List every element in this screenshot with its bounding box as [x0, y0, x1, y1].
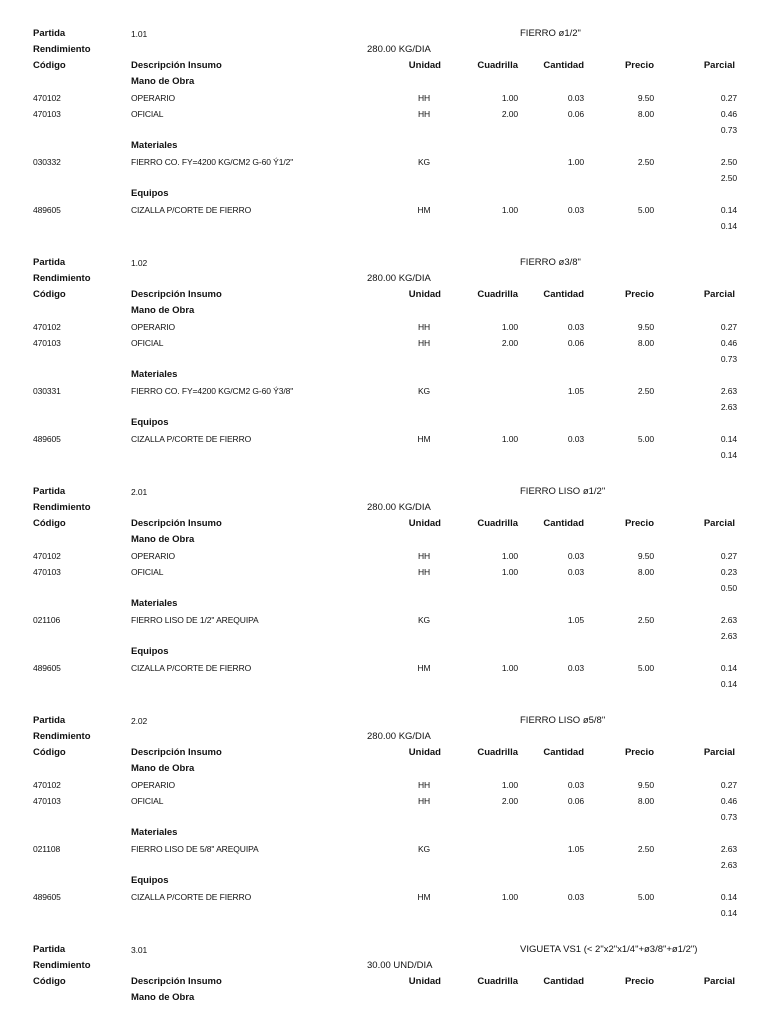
item-parcial: 0.46: [720, 338, 737, 348]
item-cuadrilla: 1.00: [501, 567, 518, 577]
item-code: 470103: [33, 567, 61, 577]
item-description: OFICIAL: [131, 338, 164, 348]
header-unidad: Unidad: [408, 60, 441, 71]
partida-block: [0, 26, 768, 234]
header-descripcion: Descripción Insumo: [131, 60, 222, 71]
header-precio: Precio: [624, 518, 654, 529]
section-title: Materiales: [131, 140, 178, 151]
item-precio: 5.00: [637, 205, 654, 215]
item-cantidad: 0.03: [567, 567, 584, 577]
partida-title: FIERRO ø1/2": [520, 28, 581, 39]
item-cuadrilla: 2.00: [501, 796, 518, 806]
header-unidad: Unidad: [408, 289, 441, 300]
item-unit: HM: [417, 205, 431, 215]
section-subtotal: 0.73: [720, 812, 737, 822]
item-cuadrilla: 1.00: [501, 205, 518, 215]
item-row: [0, 202, 768, 218]
item-parcial: 2.63: [720, 386, 737, 396]
item-row: [0, 660, 768, 676]
section-title-row: [0, 303, 768, 319]
partida-title: FIERRO LISO ø1/2": [520, 486, 606, 497]
partida-label: Partida: [33, 944, 66, 955]
item-code: 021108: [33, 844, 61, 854]
item-code: 489605: [33, 892, 61, 902]
header-cuadrilla: Cuadrilla: [477, 976, 518, 987]
header-codigo: Código: [33, 976, 66, 987]
section-subtotal: 0.14: [720, 450, 737, 460]
item-parcial: 0.27: [720, 780, 737, 790]
item-parcial: 0.14: [720, 434, 737, 444]
header-parcial: Parcial: [703, 289, 735, 300]
section-subtotal: 0.73: [720, 354, 737, 364]
item-row: [0, 154, 768, 170]
item-row: [0, 564, 768, 580]
rendimiento-row: [0, 729, 768, 745]
header-cuadrilla: Cuadrilla: [477, 747, 518, 758]
section-title-row: [0, 532, 768, 548]
item-unit: HH: [417, 551, 431, 561]
partida-number: 1.02: [131, 258, 148, 268]
item-cantidad: 0.03: [567, 205, 584, 215]
rendimiento-row: [0, 42, 768, 58]
section-title-row: [0, 825, 768, 841]
rendimiento-label: Rendimiento: [33, 731, 91, 742]
item-precio: 2.50: [637, 615, 654, 625]
section-title-row: [0, 415, 768, 431]
item-unit: KG: [417, 615, 431, 625]
header-cantidad: Cantidad: [543, 60, 584, 71]
header-parcial: Parcial: [703, 976, 735, 987]
item-unit: HH: [417, 796, 431, 806]
rendimiento-row: [0, 958, 768, 974]
item-row: [0, 889, 768, 905]
item-code: 470102: [33, 780, 61, 790]
item-description: OPERARIO: [131, 780, 176, 790]
section-subtotal-row: [0, 857, 768, 873]
item-row: [0, 548, 768, 564]
section-title: Equipos: [131, 646, 169, 657]
item-row: [0, 90, 768, 106]
item-unit: HH: [417, 322, 431, 332]
partida-number: 2.01: [131, 487, 148, 497]
section-subtotal: 2.63: [720, 402, 737, 412]
section-title: Mano de Obra: [131, 534, 195, 545]
header-precio: Precio: [624, 747, 654, 758]
header-cuadrilla: Cuadrilla: [477, 518, 518, 529]
header-precio: Precio: [624, 976, 654, 987]
column-header-row: [0, 745, 768, 761]
section-subtotal: 0.14: [720, 221, 737, 231]
header-unidad: Unidad: [408, 976, 441, 987]
rendimiento-label: Rendimiento: [33, 273, 91, 284]
cost-analysis-document: [0, 26, 768, 1027]
partida-block: [0, 713, 768, 921]
header-unidad: Unidad: [408, 747, 441, 758]
column-header-row: [0, 58, 768, 74]
header-codigo: Código: [33, 289, 66, 300]
item-row: [0, 319, 768, 335]
header-cuadrilla: Cuadrilla: [477, 289, 518, 300]
item-code: 470103: [33, 796, 61, 806]
item-row: [0, 612, 768, 628]
item-description: OFICIAL: [131, 567, 164, 577]
header-descripcion: Descripción Insumo: [131, 289, 222, 300]
column-header-row: [0, 287, 768, 303]
item-unit: HM: [417, 434, 431, 444]
item-code: 470103: [33, 109, 61, 119]
section-subtotal: 2.50: [720, 173, 737, 183]
section-title: Materiales: [131, 369, 178, 380]
partida-title: FIERRO LISO ø5/8": [520, 715, 606, 726]
partida-title: VIGUETA VS1 (< 2"x2"x1/4"+ø3/8"+ø1/2"): [520, 944, 698, 955]
item-cuadrilla: 1.00: [501, 780, 518, 790]
header-descripcion: Descripción Insumo: [131, 518, 222, 529]
section-subtotal-row: [0, 399, 768, 415]
header-codigo: Código: [33, 747, 66, 758]
item-cantidad: 1.05: [567, 844, 584, 854]
header-codigo: Código: [33, 60, 66, 71]
item-description: OFICIAL: [131, 109, 164, 119]
partida-row: [0, 713, 768, 729]
rendimiento-label: Rendimiento: [33, 502, 91, 513]
section-subtotal-row: [0, 122, 768, 138]
item-cuadrilla: 1.00: [501, 434, 518, 444]
rendimiento-value: 280.00 KG/DIA: [367, 44, 431, 55]
item-cantidad: 1.05: [567, 615, 584, 625]
item-precio: 9.50: [637, 322, 654, 332]
section-title-row: [0, 644, 768, 660]
header-precio: Precio: [624, 289, 654, 300]
partida-row: [0, 255, 768, 271]
item-precio: 8.00: [637, 338, 654, 348]
partida-row: [0, 26, 768, 42]
section-subtotal: 0.73: [720, 125, 737, 135]
section-title-row: [0, 873, 768, 889]
item-precio: 8.00: [637, 796, 654, 806]
item-code: 470102: [33, 93, 61, 103]
rendimiento-value: 280.00 KG/DIA: [367, 273, 431, 284]
item-parcial: 0.14: [720, 892, 737, 902]
partida-block: [0, 484, 768, 692]
section-subtotal-row: [0, 809, 768, 825]
section-title: Mano de Obra: [131, 76, 195, 87]
header-parcial: Parcial: [703, 747, 735, 758]
header-parcial: Parcial: [703, 518, 735, 529]
partida-label: Partida: [33, 715, 66, 726]
section-title-row: [0, 596, 768, 612]
partida-number: 3.01: [131, 945, 148, 955]
item-cantidad: 0.03: [567, 780, 584, 790]
item-description: OFICIAL: [131, 796, 164, 806]
item-cuadrilla: 1.00: [501, 551, 518, 561]
header-cantidad: Cantidad: [543, 289, 584, 300]
item-cantidad: 0.03: [567, 663, 584, 673]
header-cantidad: Cantidad: [543, 747, 584, 758]
header-descripcion: Descripción Insumo: [131, 747, 222, 758]
item-code: 030331: [33, 386, 61, 396]
item-cantidad: 0.06: [567, 796, 584, 806]
header-precio: Precio: [624, 60, 654, 71]
item-precio: 5.00: [637, 892, 654, 902]
item-description: FIERRO LISO DE 1/2" AREQUIPA: [131, 615, 259, 625]
header-cantidad: Cantidad: [543, 976, 584, 987]
item-description: OPERARIO: [131, 551, 176, 561]
item-parcial: 0.46: [720, 109, 737, 119]
item-code: 489605: [33, 205, 61, 215]
section-subtotal-row: [0, 628, 768, 644]
item-precio: 2.50: [637, 844, 654, 854]
item-description: CIZALLA P/CORTE DE FIERRO: [131, 434, 252, 444]
section-title: Equipos: [131, 875, 169, 886]
item-cantidad: 1.00: [567, 157, 584, 167]
item-parcial: 2.50: [720, 157, 737, 167]
partida-block: [0, 942, 768, 1006]
item-unit: HH: [417, 109, 431, 119]
item-description: FIERRO CO. FY=4200 KG/CM2 G-60 Ý3/8": [131, 386, 294, 396]
rendimiento-label: Rendimiento: [33, 960, 91, 971]
section-subtotal-row: [0, 170, 768, 186]
item-parcial: 0.23: [720, 567, 737, 577]
rendimiento-value: 280.00 KG/DIA: [367, 731, 431, 742]
partida-number: 1.01: [131, 29, 148, 39]
item-code: 470102: [33, 322, 61, 332]
item-row: [0, 335, 768, 351]
partida-label: Partida: [33, 486, 66, 497]
section-title-row: [0, 990, 768, 1006]
section-subtotal-row: [0, 676, 768, 692]
item-parcial: 0.14: [720, 205, 737, 215]
header-cantidad: Cantidad: [543, 518, 584, 529]
item-cantidad: 0.06: [567, 338, 584, 348]
item-parcial: 0.27: [720, 551, 737, 561]
section-title: Mano de Obra: [131, 763, 195, 774]
item-precio: 8.00: [637, 109, 654, 119]
item-code: 489605: [33, 663, 61, 673]
item-precio: 2.50: [637, 386, 654, 396]
item-cantidad: 0.03: [567, 892, 584, 902]
item-row: [0, 777, 768, 793]
item-unit: HH: [417, 780, 431, 790]
section-subtotal-row: [0, 580, 768, 596]
item-precio: 9.50: [637, 93, 654, 103]
item-parcial: 0.27: [720, 322, 737, 332]
item-cuadrilla: 1.00: [501, 93, 518, 103]
item-unit: KG: [417, 844, 431, 854]
item-unit: HH: [417, 567, 431, 577]
section-subtotal-row: [0, 447, 768, 463]
item-precio: 8.00: [637, 567, 654, 577]
item-cantidad: 0.03: [567, 551, 584, 561]
item-unit: HM: [417, 663, 431, 673]
item-cantidad: 0.06: [567, 109, 584, 119]
item-row: [0, 841, 768, 857]
item-parcial: 0.27: [720, 93, 737, 103]
item-unit: HH: [417, 338, 431, 348]
item-cuadrilla: 1.00: [501, 322, 518, 332]
rendimiento-label: Rendimiento: [33, 44, 91, 55]
item-parcial: 2.63: [720, 844, 737, 854]
section-subtotal: 0.50: [720, 583, 737, 593]
header-cuadrilla: Cuadrilla: [477, 60, 518, 71]
rendimiento-value: 30.00 UND/DIA: [367, 960, 433, 971]
item-parcial: 0.14: [720, 663, 737, 673]
section-title: Equipos: [131, 188, 169, 199]
item-unit: HH: [417, 93, 431, 103]
item-parcial: 0.46: [720, 796, 737, 806]
header-unidad: Unidad: [408, 518, 441, 529]
section-title-row: [0, 761, 768, 777]
item-code: 489605: [33, 434, 61, 444]
item-code: 030332: [33, 157, 61, 167]
item-precio: 5.00: [637, 434, 654, 444]
section-title-row: [0, 186, 768, 202]
section-title: Materiales: [131, 827, 178, 838]
item-description: FIERRO LISO DE 5/8" AREQUIPA: [131, 844, 259, 854]
item-parcial: 2.63: [720, 615, 737, 625]
section-title: Mano de Obra: [131, 305, 195, 316]
partida-title: FIERRO ø3/8": [520, 257, 581, 268]
header-descripcion: Descripción Insumo: [131, 976, 222, 987]
item-cantidad: 0.03: [567, 322, 584, 332]
partida-block: [0, 255, 768, 463]
section-subtotal: 2.63: [720, 631, 737, 641]
partida-row: [0, 484, 768, 500]
item-cantidad: 0.03: [567, 93, 584, 103]
column-header-row: [0, 516, 768, 532]
partida-row: [0, 942, 768, 958]
item-description: OPERARIO: [131, 93, 176, 103]
item-description: CIZALLA P/CORTE DE FIERRO: [131, 205, 252, 215]
section-title-row: [0, 74, 768, 90]
item-precio: 2.50: [637, 157, 654, 167]
header-codigo: Código: [33, 518, 66, 529]
item-cuadrilla: 2.00: [501, 109, 518, 119]
rendimiento-row: [0, 500, 768, 516]
section-title: Mano de Obra: [131, 992, 195, 1003]
section-title: Equipos: [131, 417, 169, 428]
section-subtotal: 0.14: [720, 679, 737, 689]
section-subtotal-row: [0, 218, 768, 234]
section-subtotal-row: [0, 351, 768, 367]
item-row: [0, 431, 768, 447]
partida-label: Partida: [33, 28, 66, 39]
item-description: CIZALLA P/CORTE DE FIERRO: [131, 663, 252, 673]
rendimiento-value: 280.00 KG/DIA: [367, 502, 431, 513]
section-subtotal-row: [0, 905, 768, 921]
header-parcial: Parcial: [703, 60, 735, 71]
item-code: 470103: [33, 338, 61, 348]
item-description: CIZALLA P/CORTE DE FIERRO: [131, 892, 252, 902]
item-cuadrilla: 1.00: [501, 663, 518, 673]
item-cantidad: 1.05: [567, 386, 584, 396]
item-code: 470102: [33, 551, 61, 561]
item-unit: HM: [417, 892, 431, 902]
item-cantidad: 0.03: [567, 434, 584, 444]
item-precio: 5.00: [637, 663, 654, 673]
item-description: OPERARIO: [131, 322, 176, 332]
item-row: [0, 106, 768, 122]
item-code: 021106: [33, 615, 61, 625]
item-description: FIERRO CO. FY=4200 KG/CM2 G-60 Ý1/2": [131, 157, 294, 167]
item-precio: 9.50: [637, 780, 654, 790]
section-subtotal: 2.63: [720, 860, 737, 870]
item-row: [0, 383, 768, 399]
partida-number: 2.02: [131, 716, 148, 726]
item-unit: KG: [417, 386, 431, 396]
section-title-row: [0, 138, 768, 154]
partida-label: Partida: [33, 257, 66, 268]
column-header-row: [0, 974, 768, 990]
rendimiento-row: [0, 271, 768, 287]
section-title: Materiales: [131, 598, 178, 609]
item-cuadrilla: 1.00: [501, 892, 518, 902]
item-cuadrilla: 2.00: [501, 338, 518, 348]
section-title-row: [0, 367, 768, 383]
item-row: [0, 793, 768, 809]
item-unit: KG: [417, 157, 431, 167]
item-precio: 9.50: [637, 551, 654, 561]
section-subtotal: 0.14: [720, 908, 737, 918]
